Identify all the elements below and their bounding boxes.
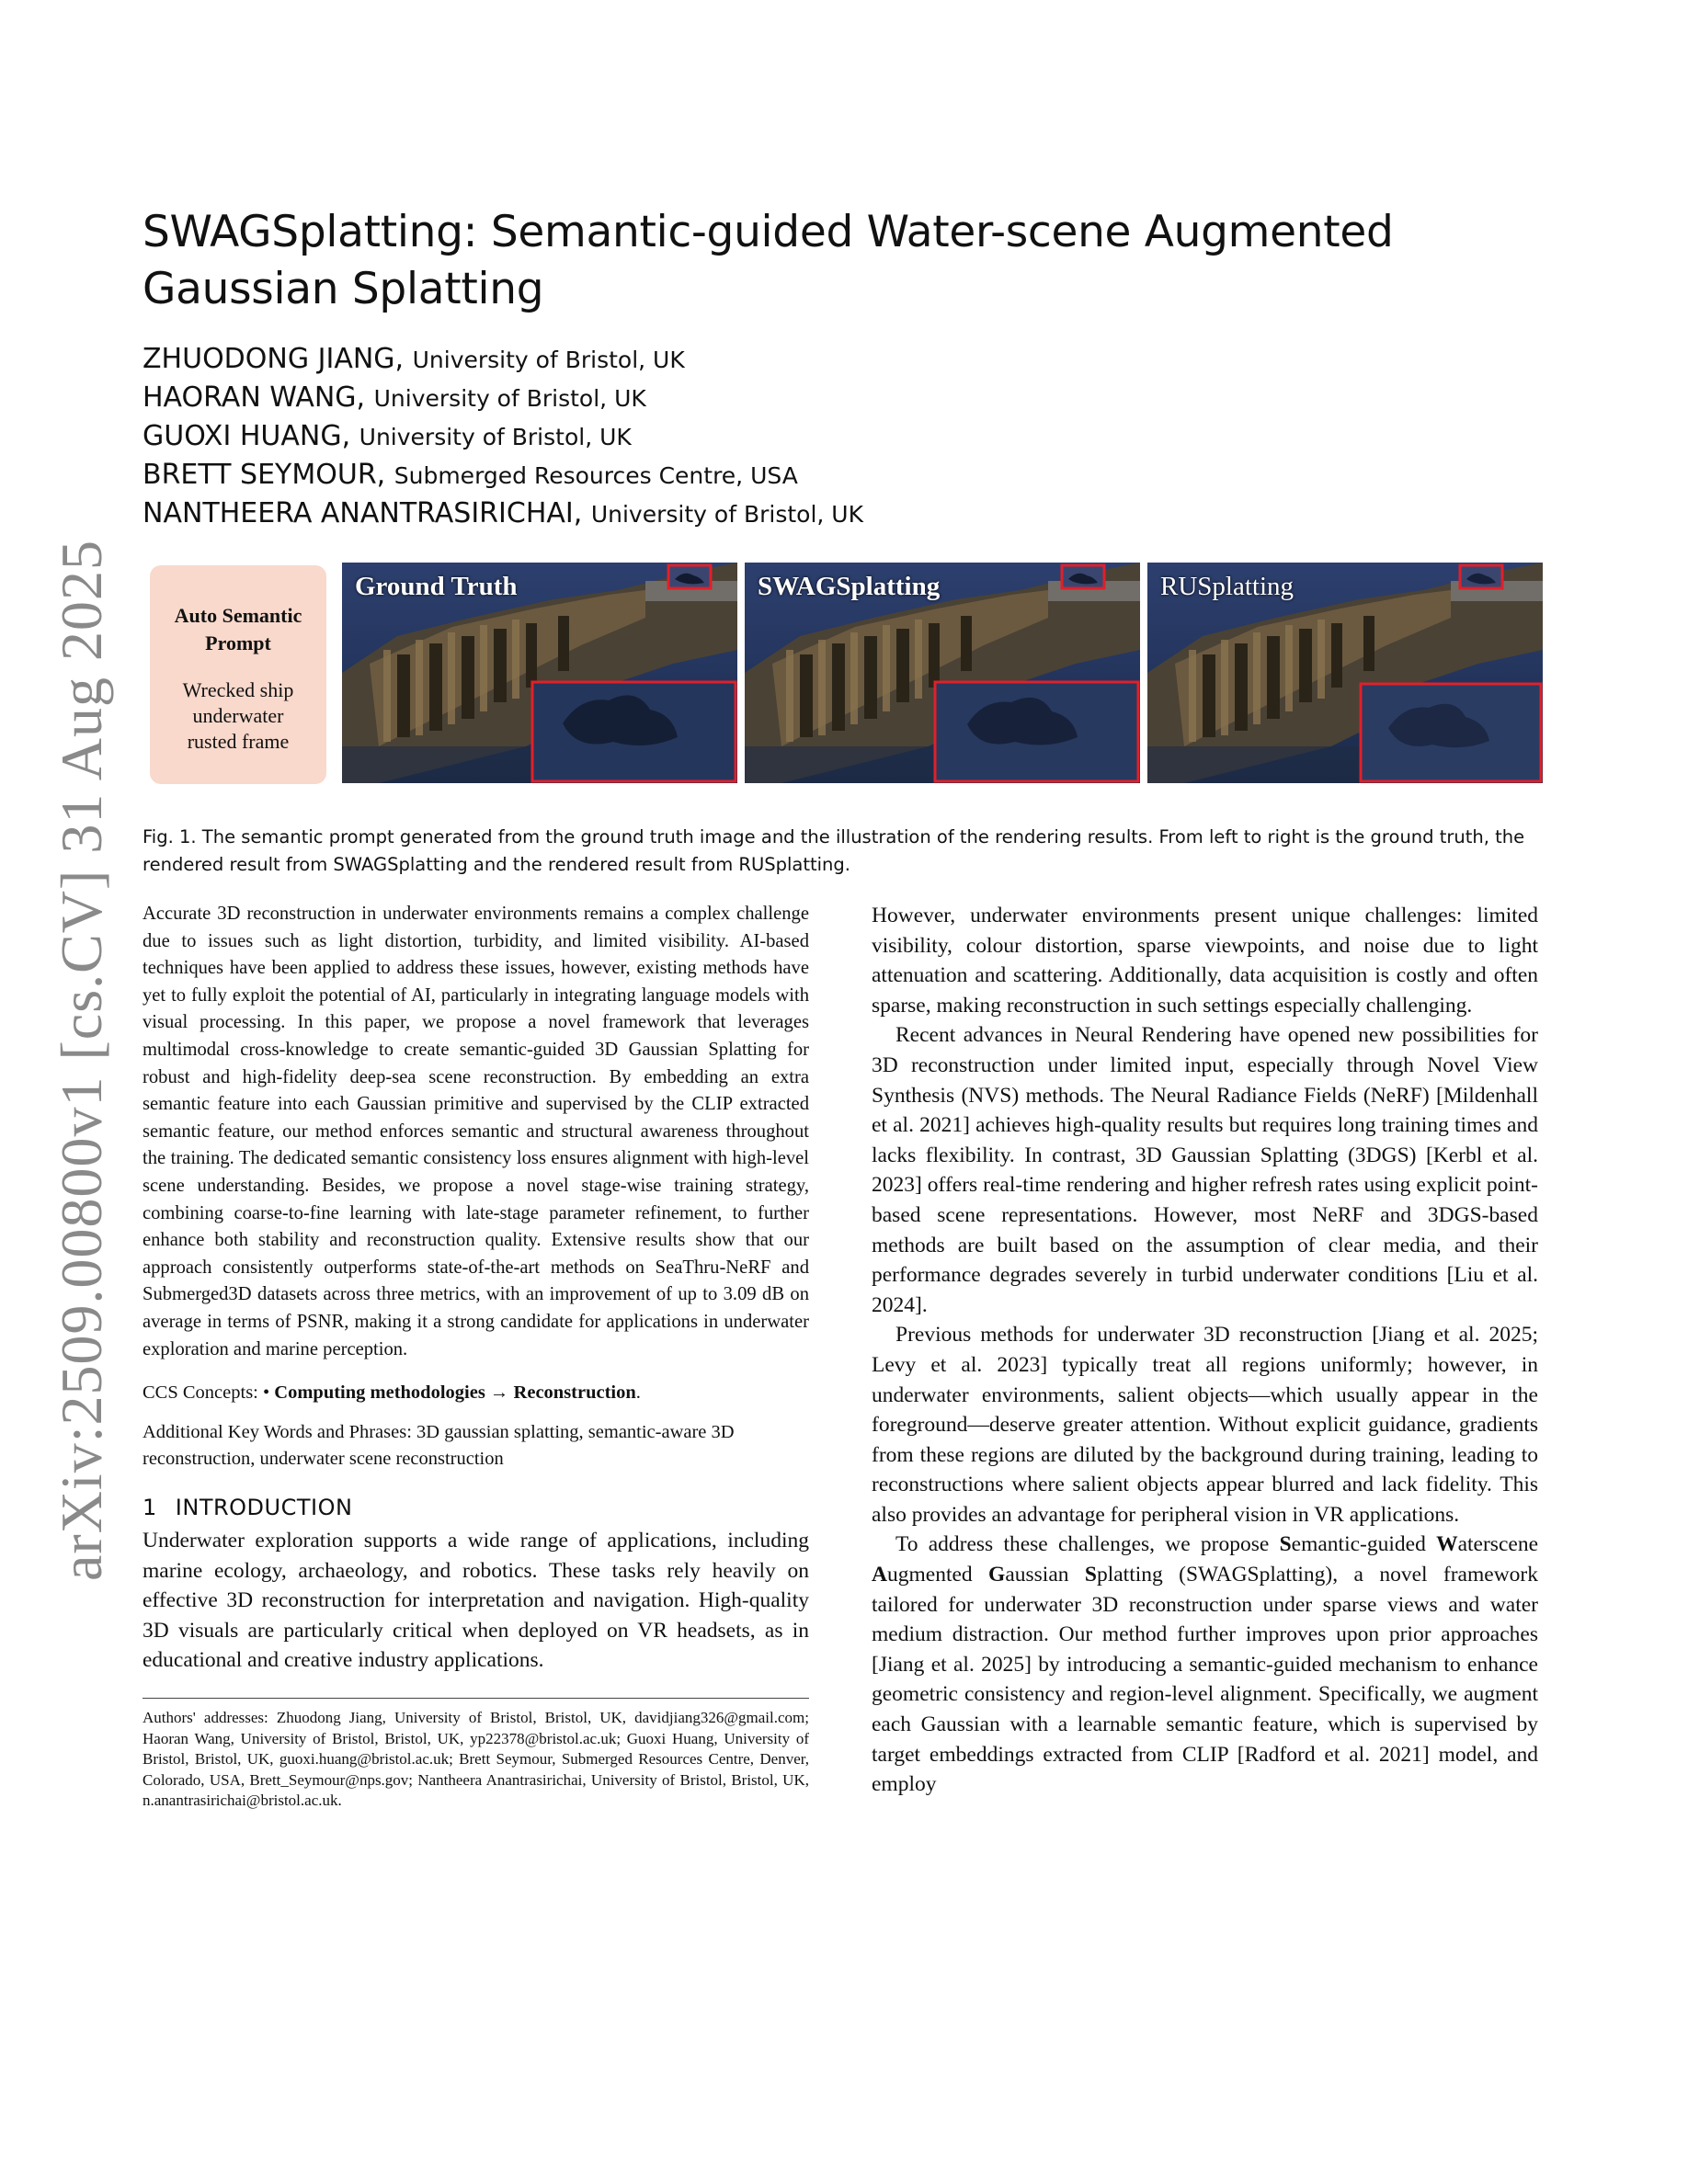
acronym-letter: S bbox=[1084, 1563, 1097, 1587]
intro-paragraph-1: Underwater exploration supports a wide range of applications, including marine ecology, archaeology, and robotics. These tasks rely heavily on effective 3D reconstruction for interpretation and navigation. High-quality 3D visuals are particularly critical when deployed on VR headsets, as in educational and creative industry applications. bbox=[143, 1529, 809, 1673]
semantic-prompt-box bbox=[150, 565, 326, 784]
author-4 bbox=[143, 456, 863, 495]
paragraph: Recent advances in Neural Rendering have opened new possibilities for 3D reconstruction under limited input, especially through Novel View Synthesis (NVS) methods. The Neural Radiance Fields (NeRF) [Mildenhall et al. 2021] achieves high-quality results but requires long training times and lacks flexibility. In contrast, 3D Gaussian Splatting (3DGS) [Kerbl et al. 2023] offers real-time rendering and higher refresh rates using explicit point-based scene representations. However, most NeRF and 3DGS-based methods are built based on the assumption of clear media, and their performance degrades severely in turbid underwater conditions [Liu et al. 2024]. bbox=[872, 1023, 1538, 1317]
abstract-text: Accurate 3D reconstruction in underwater environments remains a complex challenge due to issues such as light distortion, turbidity, and limited visibility. AI-based techniques have been applied to address these issues, however, existing methods have yet to fully exploit the potential of AI, particularly in integrating language models with visual processing. In this paper, we propose a novel framework that leverages multimodal cross-knowledge to create semantic-guided 3D Gaussian Splatting for robust and high-fidelity deep-sea scene reconstruction. By embedding an extra semantic feature into each Gaussian primitive and supervised by the CLIP extracted semantic feature, our method enforces semantic and structural awareness throughout the training. The dedicated semantic consistency loss ensures alignment with high-level scene understanding. Besides, we propose a novel stage-wise training strategy, combining coarse-to-fine learning with late-stage parameter refinement, to further enhance both stability and reconstruction quality. Extensive results show that our approach consistently outperforms state-of-the-art methods on SeaThru-NeRF and Submerged3D datasets across three metrics, with an improvement of up to 3.09 dB on average in terms of PSNR, making it a strong candidate for applications in underwater exploration and marine perception. bbox=[143, 904, 809, 1359]
right-column bbox=[872, 901, 1538, 1800]
author-3 bbox=[143, 417, 863, 456]
panel-label: RUSplatting bbox=[1160, 572, 1295, 601]
author-name: GUOXI HUANG, bbox=[143, 420, 351, 452]
panel-swagsplatting bbox=[745, 563, 1140, 783]
ccs-prefix: CCS Concepts: • bbox=[143, 1382, 275, 1404]
text-run: To address these challenges, we propose bbox=[895, 1532, 1280, 1557]
author-name: HAORAN WANG, bbox=[143, 381, 366, 414]
panel-ground-truth bbox=[342, 563, 737, 783]
introduction-body bbox=[143, 1526, 809, 1676]
arxiv-identifier: arXiv:2509.00800v1 [cs.CV] 31 Aug 2025 bbox=[49, 539, 114, 1581]
ccs-concept: Computing methodologies → Reconstruction bbox=[274, 1382, 636, 1404]
author-5 bbox=[143, 495, 863, 533]
author-2 bbox=[143, 379, 863, 417]
left-column bbox=[143, 901, 809, 1812]
author-name: NANTHEERA ANANTRASIRICHAI, bbox=[143, 497, 583, 529]
text-run: aussian bbox=[1005, 1563, 1085, 1587]
ccs-concepts bbox=[143, 1380, 809, 1406]
acronym-letter: S bbox=[1279, 1532, 1292, 1557]
author-1 bbox=[143, 340, 863, 379]
keywords: Additional Key Words and Phrases: 3D gaussian splatting, semantic-aware 3D reconstruction, underwater scene reconstruction bbox=[143, 1422, 735, 1470]
paragraph bbox=[872, 1530, 1538, 1799]
panel-label: Ground Truth bbox=[355, 572, 518, 601]
author-affiliation: University of Bristol, UK bbox=[590, 501, 863, 528]
section-heading-introduction bbox=[143, 1489, 809, 1526]
abstract bbox=[143, 901, 809, 1363]
section-title: INTRODUCTION bbox=[175, 1495, 353, 1521]
author-name: BRETT SEYMOUR, bbox=[143, 459, 386, 491]
acronym-letter: W bbox=[1436, 1532, 1458, 1557]
author-list bbox=[143, 340, 863, 533]
author-affiliation: Submerged Resources Centre, USA bbox=[393, 462, 798, 489]
text-run: aterscene bbox=[1457, 1532, 1538, 1557]
prompt-title: Auto Semantic Prompt bbox=[174, 604, 302, 654]
text-run: ugmented bbox=[886, 1563, 989, 1587]
ccs-suffix: . bbox=[635, 1382, 641, 1404]
author-affiliation: University of Bristol, UK bbox=[373, 385, 646, 412]
author-affiliation: University of Bristol, UK bbox=[359, 424, 632, 450]
figure-1 bbox=[150, 563, 1534, 787]
text-run: platting (SWAGSplatting), a novel framework tailored for underwater 3D reconstruction under sparse views and water medium distraction. Our method further improves upon prior approaches [Jiang et al. 2025] by introducing a semantic-guided mechanism to enhance geometric consistency and region-level alignment. Specifically, we augment each Gaussian with a learnable semantic feature, which is supervised by target embeddings extracted from CLIP [Radford et al. 2021] model, and employ bbox=[872, 1563, 1538, 1797]
paragraph: However, underwater environments present unique challenges: limited visibility, colour distortion, sparse viewpoints, and noise due to light attenuation and scattering. Additionally, data acquisition is costly and often sparse, making reconstruction in such settings especially challenging. bbox=[872, 904, 1538, 1018]
figure-caption: Fig. 1. The semantic prompt generated from the ground truth image and the illustration of the rendering results. From left to right is the ground truth, the rendered result from SWAGSplatting and the rendered result from RUSplatting. bbox=[143, 826, 1525, 875]
panel-rusplatting bbox=[1147, 563, 1543, 783]
section-number: 1 bbox=[143, 1495, 157, 1521]
paragraph: Previous methods for underwater 3D reconstruction [Jiang et al. 2025; Levy et al. 2023] typically treat all regions uniformly; however, in underwater environments, salient objects—which usually appear in the foreground—deserve greater attention. Without explicit guidance, gradients from these regions are diluted by the background during training, leading to reconstructions where salient objects appear blurred and lack fidelity. This also provides an advantage for peripheral vision in VR applications. bbox=[872, 1323, 1538, 1527]
author-addresses-footnote: Authors' addresses: Zhuodong Jiang, University of Bristol, Bristol, UK, davidjiang326@gmail.com; Haoran Wang, University of Bristol, Bristol, UK, yp22378@bristol.ac.uk; Guoxi Huang, University of Bristol, Bristol, UK, guoxi.huang@bristol.ac.uk; Brett Seymour, Submerged Resources Centre, Denver, Colorado, USA, Brett_Seymour@nps.gov; Nantheera Anantrasirichai, University of Bristol, Bristol, UK, n.anantrasirichai@bristol.ac.uk. bbox=[143, 1698, 809, 1812]
author-name: ZHUODONG JIANG, bbox=[143, 343, 405, 375]
prompt-text: Wrecked ship underwater rusted frame bbox=[182, 678, 294, 753]
acronym-letter: G bbox=[988, 1563, 1006, 1587]
paper-title: SWAGSplatting: Semantic-guided Water-scene Augmented Gaussian Splatting bbox=[143, 207, 1394, 314]
text-run: emantic-guided bbox=[1291, 1532, 1437, 1557]
panel-label: SWAGSplatting bbox=[758, 572, 941, 601]
author-affiliation: University of Bristol, UK bbox=[412, 347, 685, 373]
acronym-letter: A bbox=[872, 1563, 887, 1587]
